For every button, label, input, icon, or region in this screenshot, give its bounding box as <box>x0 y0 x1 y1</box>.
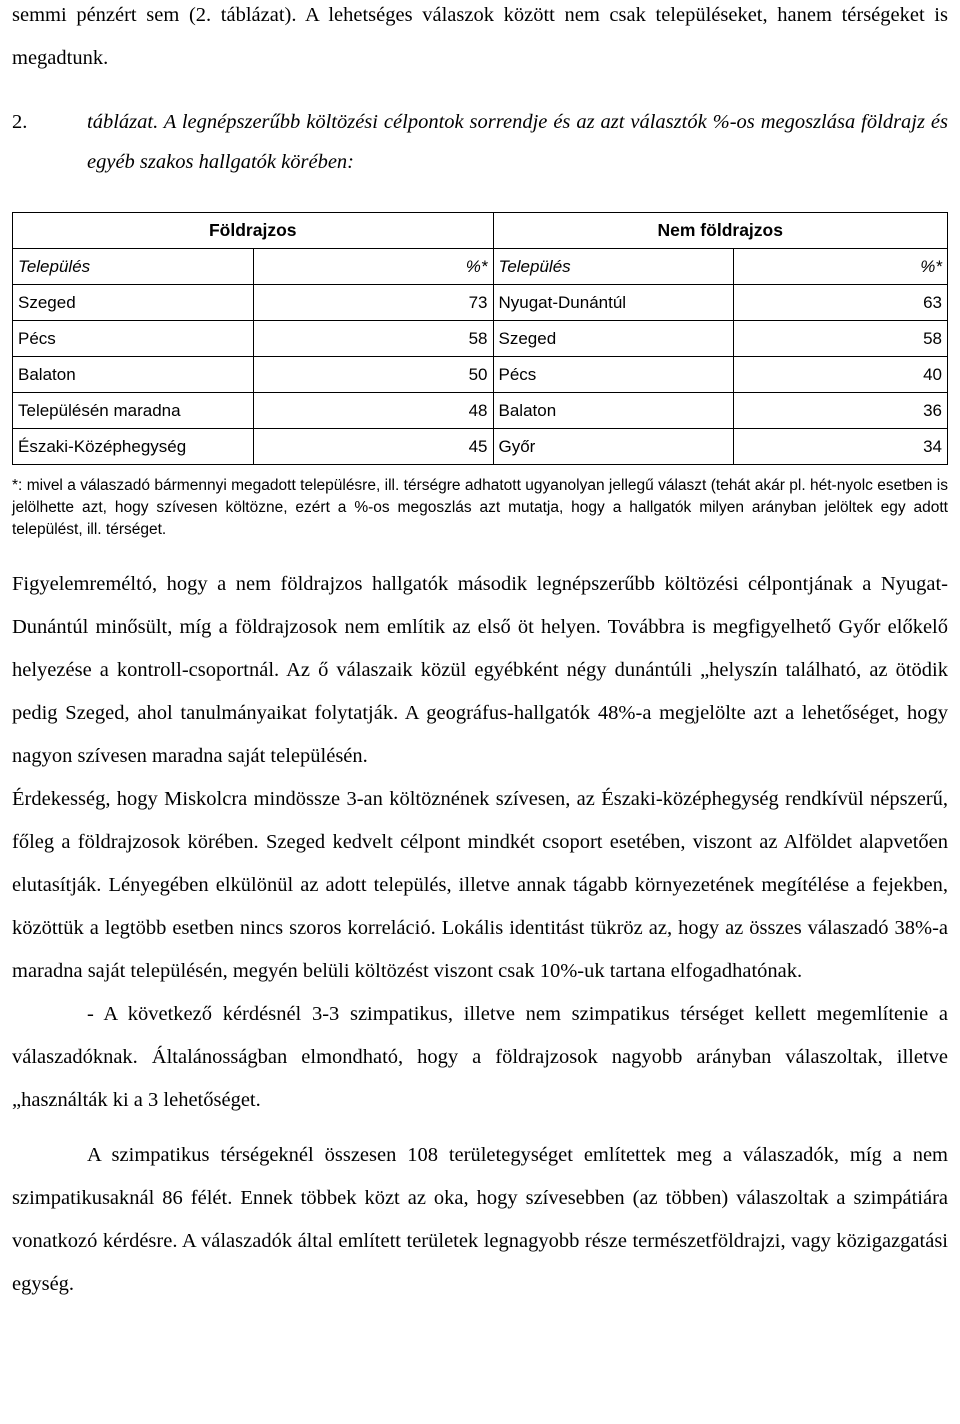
table-cell: 58 <box>734 321 948 357</box>
table-cell: 50 <box>253 357 493 393</box>
table-cell: 58 <box>253 321 493 357</box>
table-cell: 63 <box>734 285 948 321</box>
table-cell: Nyugat-Dunántúl <box>493 285 734 321</box>
table-row <box>13 285 948 321</box>
table-row <box>13 357 948 393</box>
table-group-header-row <box>13 213 948 249</box>
table-cell: Pécs <box>493 357 734 393</box>
body-paragraph-2: Érdekesség, hogy Miskolcra mindössze 3-an költöznének szívesen, az Északi-középhegység rendkívül népszerű, főleg a földrajzosok körében. Szeged kedvelt célpont mindkét csoport esetében, viszont az Alföldet alapvetően elutasítják. Lényegében elkülönül az adott település, illetve annak tágabb környezetének megítélése a fejekben, közöttük a legtöbb esetben nincs szoros korreláció. Lokális identitást tükröz az, hogy az összes válaszadó 38%-a maradna saját településén, megyén belüli költözést viszont csak 10%-uk tartana elfogadhatónak. <box>12 788 948 982</box>
table-cell: Településén maradna <box>13 393 254 429</box>
table-cell: Szeged <box>13 285 254 321</box>
group-header-geography: Földrajzos <box>13 213 494 249</box>
table-cell: Győr <box>493 429 734 465</box>
table-sub-header-row <box>13 249 948 285</box>
group-header-non-geography: Nem földrajzos <box>493 213 948 249</box>
table-cell: 34 <box>734 429 948 465</box>
sub-header-percent-2: %* <box>734 249 948 285</box>
table-cell: 45 <box>253 429 493 465</box>
table-cell: Balaton <box>13 357 254 393</box>
sub-header-place-2: Település <box>493 249 734 285</box>
sub-header-percent-1: %* <box>253 249 493 285</box>
intro-paragraph: semmi pénzért sem (2. táblázat). A lehetséges válaszok között nem csak településeket, hanem térségeket is megadtunk. <box>12 4 948 69</box>
table-cell: Pécs <box>13 321 254 357</box>
table-cell: Szeged <box>493 321 734 357</box>
table-cell: 48 <box>253 393 493 429</box>
sub-header-place-1: Település <box>13 249 254 285</box>
table-cell: Északi-Középhegység <box>13 429 254 465</box>
table-number: 2. <box>12 111 28 133</box>
table-cell: 36 <box>734 393 948 429</box>
body-paragraph-3: - A következő kérdésnél 3-3 szimpatikus, illetve nem szimpatikus térséget kellett megemlítenie a válaszadóknak. Általánosságban elmondható, hogy a földrajzosok nagyobb arányban válaszoltak, illetve „használták ki a 3 lehetőséget. <box>12 1003 948 1111</box>
table-cell: 40 <box>734 357 948 393</box>
table-footnote: *: mivel a válaszadó bármennyi megadott településre, ill. térségre adhatott ugyanolyan jellegű választ (tehát akár pl. hét-nyolc esetben is jelölhette azt, hogy szívesen költözne, ezért a %-os megoszlás azt mutatja, hogy a hallgatók milyen arányban jelöltek egy adott települést, ill. térséget. <box>12 477 948 538</box>
table-row <box>13 321 948 357</box>
table-caption <box>12 102 948 182</box>
table-row <box>13 429 948 465</box>
body-paragraph-1: Figyelemreméltó, hogy a nem földrajzos hallgatók második legnépszerűbb költözési célpontjának a Nyugat-Dunántúl minősült, míg a földrajzosok nem említik az első öt helyen. Továbbra is megfigyelhető Győr előkelő helyezése a kontroll-csoportnál. Az ő válaszaik közül egyébként négy dunántúli „helyszín található, az ötödik pedig Szeged, ahol tanulmányaikat folytatják. A geográfus-hallgatók 48%-a megjelölte azt a lehetőséget, hogy nagyon szívesen maradna saját településén. <box>12 573 948 767</box>
table-row <box>13 393 948 429</box>
table-title: táblázat. A legnépszerűbb költözési célpontok sorrendje és az azt választók %-os megoszlása földrajz és egyéb szakos hallgatók körében: <box>87 111 948 173</box>
body-paragraph-4: A szimpatikus térségeknél összesen 108 területegységet említettek meg a válaszadók, míg a nem szimpatikusaknál 86 félét. Ennek többek közt az oka, hogy szívesebben (az többen) válaszoltak a szimpátiára vonatkozó kérdésre. A válaszadók által említett területek legnagyobb része természetföldrajzi, vagy közigazgatási egység. <box>12 1144 948 1295</box>
table-cell: 73 <box>253 285 493 321</box>
document-page <box>12 0 948 1306</box>
table-cell: Balaton <box>493 393 734 429</box>
destinations-table <box>12 212 948 465</box>
